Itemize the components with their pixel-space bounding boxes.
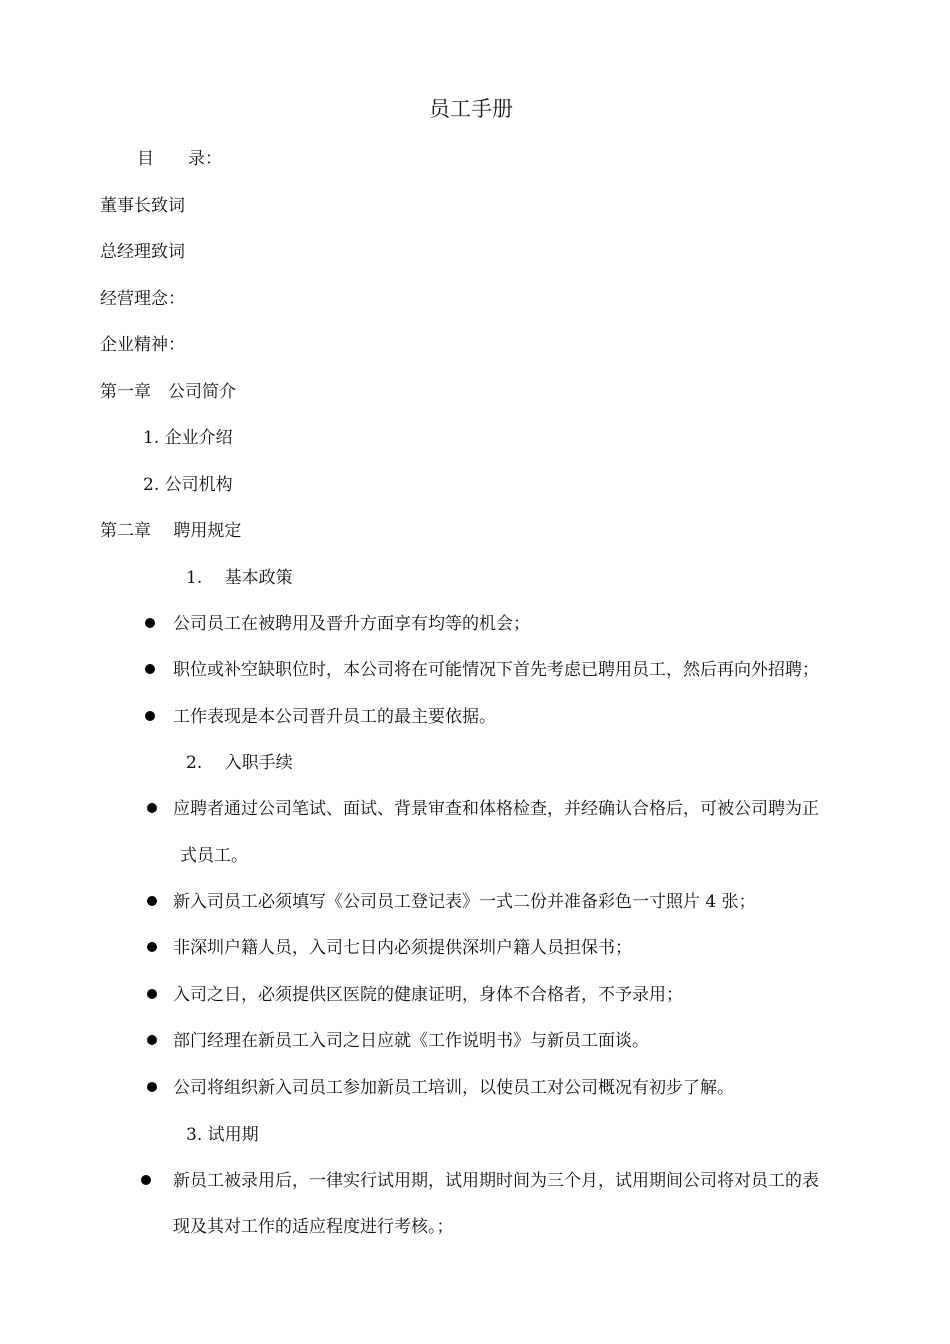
bullet-dot [147,1035,157,1045]
bullet-text: 公司员工在被聘用及晋升方面享有均等的机会； [173,614,530,634]
bullet-text-continuation: 式员工。 [180,846,248,866]
section1-heading: 1. 基本政策 [186,568,293,588]
bullet-dot [145,618,155,628]
bullet-dot [147,989,157,999]
section2-heading: 2. 入职手续 [186,753,293,773]
document-title: 员工手册 [429,97,513,121]
toc-entry-spirit: 企业精神： [100,335,185,355]
bullet-dot [145,711,155,721]
toc-entry-gm: 总经理致词 [100,242,185,262]
bullet-text: 公司将组织新入司员工参加新员工培训，以使员工对公司概况有初步了解。 [173,1078,734,1098]
bullet-dot [147,1082,157,1092]
bullet-text: 非深圳户籍人员，入司七日内必须提供深圳户籍人员担保书； [173,938,632,958]
bullet-dot [147,803,157,813]
bullet-dot [141,1175,151,1185]
bullet-text: 新员工被录用后，一律实行试用期，试用期时间为三个月，试用期间公司将对员工的表 [173,1171,819,1191]
chapter2-heading: 第二章 聘用规定 [100,521,242,541]
bullet-dot [147,896,157,906]
bullet-text: 新入司员工必须填写《公司员工登记表》一式二份并准备彩色一寸照片 4 张； [173,892,756,912]
bullet-text-continuation: 现及其对工作的适应程度进行考核。； [173,1217,454,1237]
toc-heading: 目 录： [137,149,222,169]
bullet-text: 入司之日，必须提供区医院的健康证明，身体不合格者，不予录用； [173,985,683,1005]
bullet-text: 部门经理在新员工入司之日应就《工作说明书》与新员工面谈。 [173,1031,649,1051]
bullet-text: 应聘者通过公司笔试、面试、背景审查和体格检查，并经确认合格后，可被公司聘为正 [173,799,819,819]
bullet-text: 职位或补空缺职位时，本公司将在可能情况下首先考虑已聘用员工，然后再向外招聘； [173,660,819,680]
chapter1-item: 1. 企业介绍 [143,428,233,448]
toc-entry-philosophy: 经营理念： [100,289,185,309]
bullet-text: 工作表现是本公司晋升员工的最主要依据。 [173,707,496,727]
toc-entry-chairman: 董事长致词 [100,196,185,216]
bullet-dot [145,664,155,674]
chapter1-heading: 第一章 公司简介 [100,382,236,402]
chapter1-item: 2. 公司机构 [143,475,233,495]
section3-heading: 3. 试用期 [186,1125,259,1145]
bullet-dot [147,942,157,952]
